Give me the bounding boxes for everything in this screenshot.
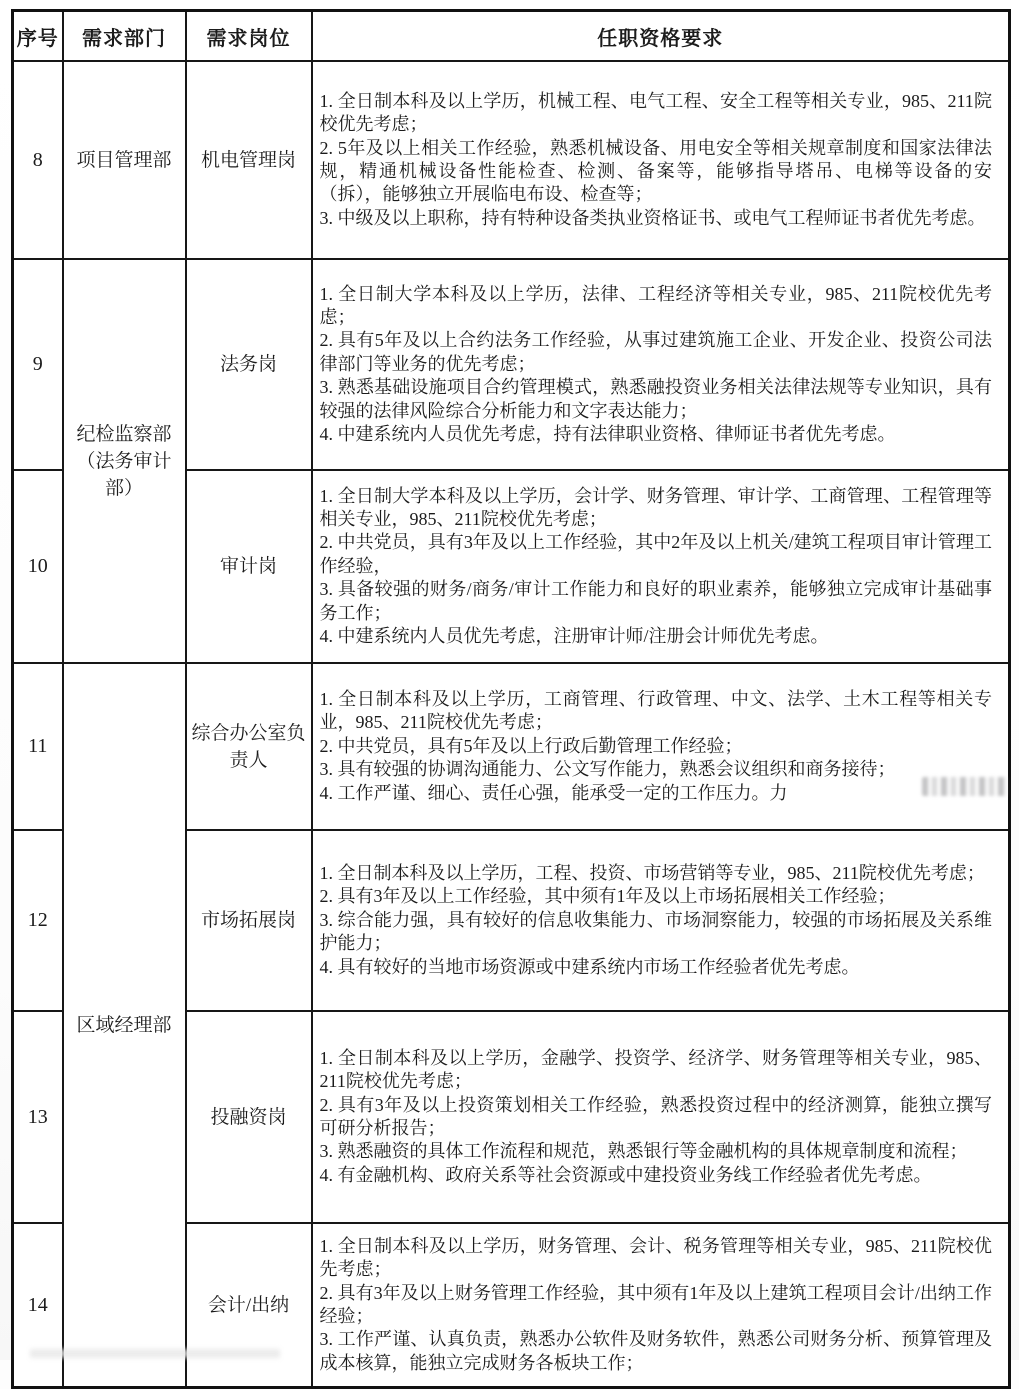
- cell-requirements: [312, 61, 1010, 259]
- requirement-line: 3. 具备较强的财务/商务/审计工作能力和良好的职业素养，能够独立完成审计基础事务工作；: [319, 579, 992, 623]
- requirement-line: 2. 5年及以上相关工作经验，熟悉机械设备、用电安全等相关规章制度和国家法律法规，精通机械设备性能检查、检测、备案等，能够指导塔吊、电梯等设备的安（拆），能够独立开展临电布设、检查等；: [319, 137, 992, 205]
- cell-department: 项目管理部: [63, 61, 186, 259]
- requirement-line: 1. 全日制本科及以上学历，工程、投资、市场营销等专业，985、211院校优先考虑；: [319, 862, 985, 883]
- scan-noise-artifact: [30, 1349, 280, 1358]
- header-department: 需求部门: [63, 11, 186, 62]
- requirements-list: [320, 1047, 993, 1187]
- cell-department-merged: 纪检监察部（法务审计部）: [63, 259, 186, 663]
- cell-position: 审计岗: [186, 470, 312, 663]
- requirement-line: 1. 全日制本科及以上学历，机械工程、电气工程、安全工程等相关专业，985、211院校优先考虑；: [319, 90, 992, 135]
- table-row: [13, 663, 1010, 830]
- requirements-list: [320, 1235, 993, 1375]
- cell-seq: 8: [13, 61, 63, 259]
- requirements-list: [320, 485, 993, 649]
- requirement-line: 2. 具有3年及以上投资策划相关工作经验，熟悉投资过程中的经济测算，能独立撰写可研分析报告；: [319, 1094, 992, 1138]
- cell-position: 法务岗: [186, 259, 312, 470]
- header-requirements: 任职资格要求: [312, 11, 1010, 62]
- cell-seq: 12: [13, 830, 63, 1011]
- requirement-line: 1. 全日制本科及以上学历，金融学、投资学、经济学、财务管理等相关专业，985、211院校优先考虑；: [319, 1047, 992, 1092]
- cell-position: 会计/出纳: [186, 1223, 312, 1388]
- requirement-line: 3. 综合能力强，具有较好的信息收集能力、市场洞察能力，较强的市场拓展及关系维护能力；: [319, 909, 992, 954]
- table-row: [13, 259, 1010, 470]
- requirement-line: 4. 有金融机构、政府关系等社会资源或中建投资业务线工作经验者优先考虑。: [319, 1164, 932, 1185]
- requirement-line: 1. 全日制大学本科及以上学历，法律、工程经济等相关专业，985、211院校优先考虑；: [319, 283, 992, 327]
- requirement-line: 1. 全日制本科及以上学历，工商管理、行政管理、中文、法学、土木工程等相关专业，985、211院校优先考虑；: [319, 688, 992, 733]
- table-header-row: [13, 11, 1010, 62]
- requirement-line: 1. 全日制大学本科及以上学历，会计学、财务管理、审计学、工商管理、工程管理等相关专业，985、211院校优先考虑；: [319, 485, 992, 529]
- requirements-list: [320, 862, 993, 979]
- requirement-line: 4. 中建系统内人员优先考虑，持有法律职业资格、律师证书者优先考虑。: [319, 424, 896, 445]
- job-requirements-table: [11, 9, 1011, 1389]
- cell-requirements: [312, 663, 1010, 830]
- requirement-line: 3. 具有较强的协调沟通能力、公文写作能力，熟悉会议组织和商务接待；: [319, 759, 896, 780]
- requirement-line: 4. 工作严谨、细心、责任心强，能承受一定的工作压力。力: [319, 782, 788, 803]
- cell-seq: 10: [13, 470, 63, 663]
- requirement-line: 2. 中共党员，具有3年及以上工作经验，其中2年及以上机关/建筑工程项目审计管理工作经验，: [319, 532, 992, 576]
- cell-requirements: [312, 470, 1010, 663]
- requirement-line: 3. 熟悉融资的具体工作流程和规范，熟悉银行等金融机构的具体规章制度和流程；: [319, 1141, 968, 1162]
- requirement-line: 2. 中共党员，具有5年及以上行政后勤管理工作经验；: [319, 735, 743, 756]
- cell-seq: 11: [13, 663, 63, 830]
- cell-requirements: [312, 259, 1010, 470]
- cell-requirements: [312, 1011, 1010, 1223]
- requirement-line: 2. 具有3年及以上工作经验，其中须有1年及以上市场拓展相关工作经验；: [319, 886, 896, 907]
- cell-position: 综合办公室负责人: [186, 663, 312, 830]
- requirement-line: 3. 中级及以上职称，持有特种设备类执业资格证书、或电气工程师证书者优先考虑。: [319, 207, 986, 228]
- cell-requirements: [312, 1223, 1010, 1388]
- cell-position: 机电管理岗: [186, 61, 312, 259]
- requirement-line: 4. 具有较好的当地市场资源或中建系统内市场工作经验者优先考虑。: [319, 956, 860, 977]
- cell-position: 市场拓展岗: [186, 830, 312, 1011]
- requirement-line: 3. 工作严谨、认真负责，熟悉办公软件及财务软件，熟悉公司财务分析、预算管理及成本核算，能独立完成财务各板块工作；: [319, 1329, 992, 1373]
- header-seq: 序号: [13, 11, 63, 62]
- requirements-list: [320, 283, 993, 447]
- requirements-list: [320, 688, 993, 805]
- cell-requirements: [312, 830, 1010, 1011]
- requirement-line: 4. 中建系统内人员优先考虑，注册审计师/注册会计师优先考虑。: [319, 626, 829, 647]
- requirement-line: 2. 具有5年及以上合约法务工作经验，从事过建筑施工企业、开发企业、投资公司法律部门等业务的优先考虑；: [319, 330, 992, 374]
- smudge-artifact: [922, 777, 1008, 796]
- cell-position: 投融资岗: [186, 1011, 312, 1223]
- requirement-line: 2. 具有3年及以上财务管理工作经验，其中须有1年及以上建筑工程项目会计/出纳工作经验；: [319, 1282, 992, 1326]
- table-row: [13, 61, 1010, 259]
- header-position: 需求岗位: [186, 11, 312, 62]
- requirement-line: 1. 全日制本科及以上学历，财务管理、会计、税务管理等相关专业，985、211院校优先考虑；: [319, 1235, 992, 1280]
- cell-seq: 14: [13, 1223, 63, 1388]
- cell-seq: 9: [13, 259, 63, 470]
- requirement-line: 3. 熟悉基础设施项目合约管理模式，熟悉融投资业务相关法律法规等专业知识，具有较强的法律风险综合分析能力和文字表达能力；: [319, 377, 992, 421]
- requirements-list: [320, 90, 993, 230]
- cell-department-merged: 区域经理部: [63, 663, 186, 1388]
- cell-seq: 13: [13, 1011, 63, 1223]
